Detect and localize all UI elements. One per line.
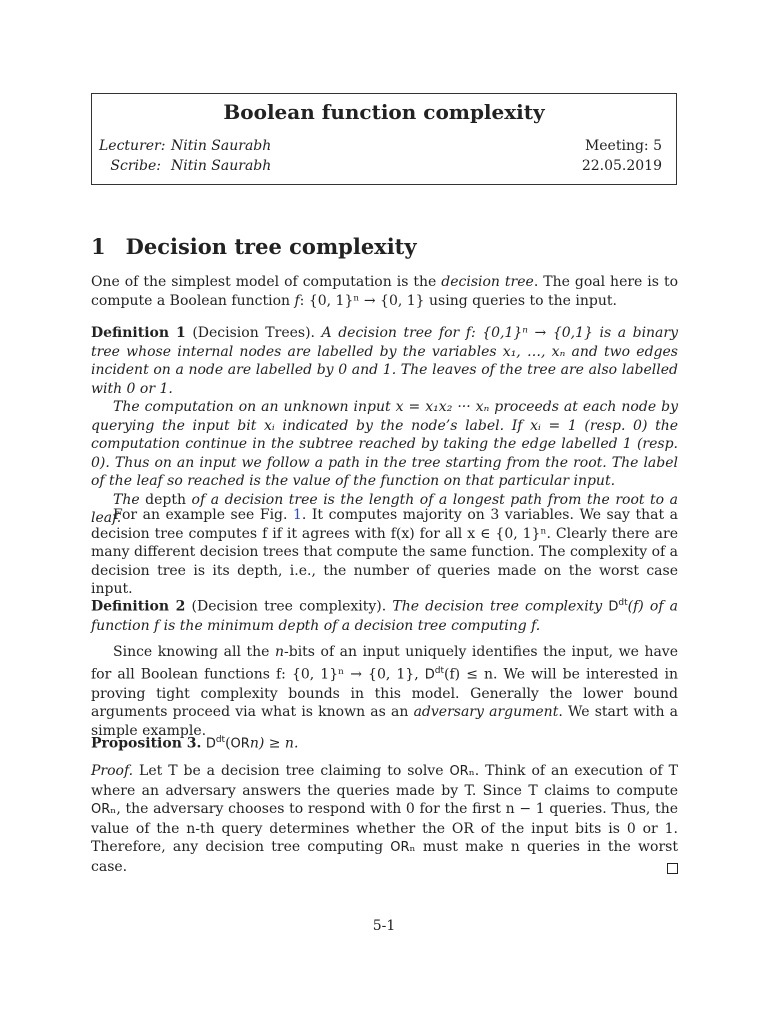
lecturer-label: Lecturer: (99, 138, 166, 154)
definition-2-dt: dt (618, 598, 628, 608)
definition-2-D: D (608, 599, 619, 615)
proposition-3-OR: OR (230, 736, 250, 752)
bound-text-e: . We start with a simple example. (91, 704, 678, 739)
proof-paragraph (91, 762, 678, 876)
definition-1-text-a: A decision tree (314, 325, 439, 341)
scribe-name: Nitin Saurabh (171, 158, 272, 174)
bound-n: n (274, 644, 284, 660)
bound-text-b: -bits of an input uniquely identifies the input, we have for all Boolean functions f: {0, 1}ⁿ → {0, 1}, (91, 644, 678, 683)
proposition-3-dt: dt (215, 735, 226, 745)
meeting-date: 22.05.2019 (581, 158, 662, 174)
intro-text-1: One of the simplest model of computation is the (91, 274, 442, 290)
example-text-a: For an example see Fig. (113, 507, 293, 523)
intro-text-3: : {0, 1}ⁿ → {0, 1} using queries to the input. (299, 292, 617, 309)
definition-2-text-a: The decision tree complexity (386, 598, 609, 615)
proof-label: Proof. (91, 763, 134, 779)
bound-paragraph (91, 643, 678, 740)
proof-text-c: ₙ, the adversary chooses to respond with 0 for the first n − 1 queries. Thus, the value of the n-th query determines whether the OR of the input bits is 0 or 1. Therefore, any decision tree computing (91, 801, 678, 855)
bound-adversary-term: adversary argument (413, 704, 559, 721)
definition-2-label: Definition 2 (91, 598, 186, 615)
definition-2-name: (Decision tree complexity). (185, 598, 387, 615)
meeting-number: Meeting: 5 (584, 138, 662, 154)
proof-text-b: ₙ. Think of an execution of T where an adversary answers the queries made by T. Since T claims to compute (91, 763, 678, 799)
proof-OR-2: OR (91, 802, 111, 817)
section-title: Decision tree complexity (125, 234, 417, 259)
definition-1-text-b: for f: {0,1}ⁿ → {0,1} is a binary tree whose internal nodes are labelled by the variables x₁, …, xₙ and two edges incident on a node are labelled by 0 and 1. The leaves of the tree are also labelled with 0 or 1. (91, 325, 679, 397)
lecture-header-box (91, 93, 677, 185)
section-number: 1 (91, 234, 106, 259)
example-text-b: . It computes majority on 3 variables. We say that a decision tree computes f if it agrees with f(x) for all x ∈ {0, 1}ⁿ. Clearly there are many different decision trees that compute the same function. The complexity of a decision tree is its depth, i.e., the number of queries made on the worst case input. (91, 507, 678, 597)
definition-1 (91, 324, 678, 528)
definition-1-depth-a: The (113, 491, 146, 508)
lecturer-name: Nitin Saurabh (171, 138, 272, 154)
proposition-3-D: D (205, 736, 216, 752)
bound-D: D (424, 667, 435, 683)
proof-text-a: Let T be a decision tree claiming to solve (133, 763, 450, 779)
definition-1-name: (Decision Trees). (185, 325, 315, 341)
definition-1-depth-c: of a decision tree is the length of a longest path from the root to a leaf. (91, 491, 678, 526)
intro-text-2: . The goal here is to compute a Boolean function (91, 274, 678, 309)
definition-1-label: Definition 1 (91, 325, 186, 341)
bound-dt: dt (434, 665, 445, 676)
proof-text-d: ₙ must make n queries in the worst case. (91, 839, 678, 875)
course-title: Boolean function complexity (223, 100, 545, 124)
proposition-3: Proposition 3. $D^{dt}(ORn) \ge n$. (91, 735, 299, 752)
example-paragraph (91, 506, 678, 599)
qed-square-icon (667, 863, 678, 874)
scribe-label: Scribe: (110, 158, 161, 174)
page-number: 5-1 (372, 918, 396, 934)
intro-paragraph (91, 273, 678, 310)
proof-OR-1: OR (449, 764, 469, 779)
definition-2 (91, 594, 678, 636)
bound-text-c: (f) ≤ n. We will be interested in proving tight complexity bounds in this model. Generally the lower bound arguments proceed via what is known as an (91, 666, 678, 721)
definition-1-computation: The computation on an unknown input x = x₁x₂ ··· xₙ proceeds at each node by querying the input bit xᵢ indicated by the node’s label. If xᵢ = 1 (resp. 0) the computation continue in the subtree reached by taking the edge labelled 1 (resp. 0). Thus on an input we follow a path in the tree starting from the root. The label of the leaf so reached is the value of the function on that particular input. (91, 399, 678, 489)
bound-text-a: Since knowing all the (113, 644, 275, 660)
definition-2-text-b: (f) of a function f is the minimum depth of a decision tree computing f. (91, 598, 678, 635)
proposition-3-label: Proposition 3. (91, 735, 202, 752)
intro-f: f (294, 292, 300, 309)
proposition-3-rest: n) ≥ n. (249, 735, 299, 752)
intro-term-decision-tree: decision tree (441, 274, 534, 290)
section-heading (91, 234, 417, 259)
definition-1-depth-term: depth (145, 491, 187, 508)
meeting-info (582, 136, 662, 176)
proof-OR-3: OR (390, 840, 410, 855)
lecture-credits (99, 136, 271, 176)
figure-reference-link[interactable]: 1 (293, 507, 302, 523)
